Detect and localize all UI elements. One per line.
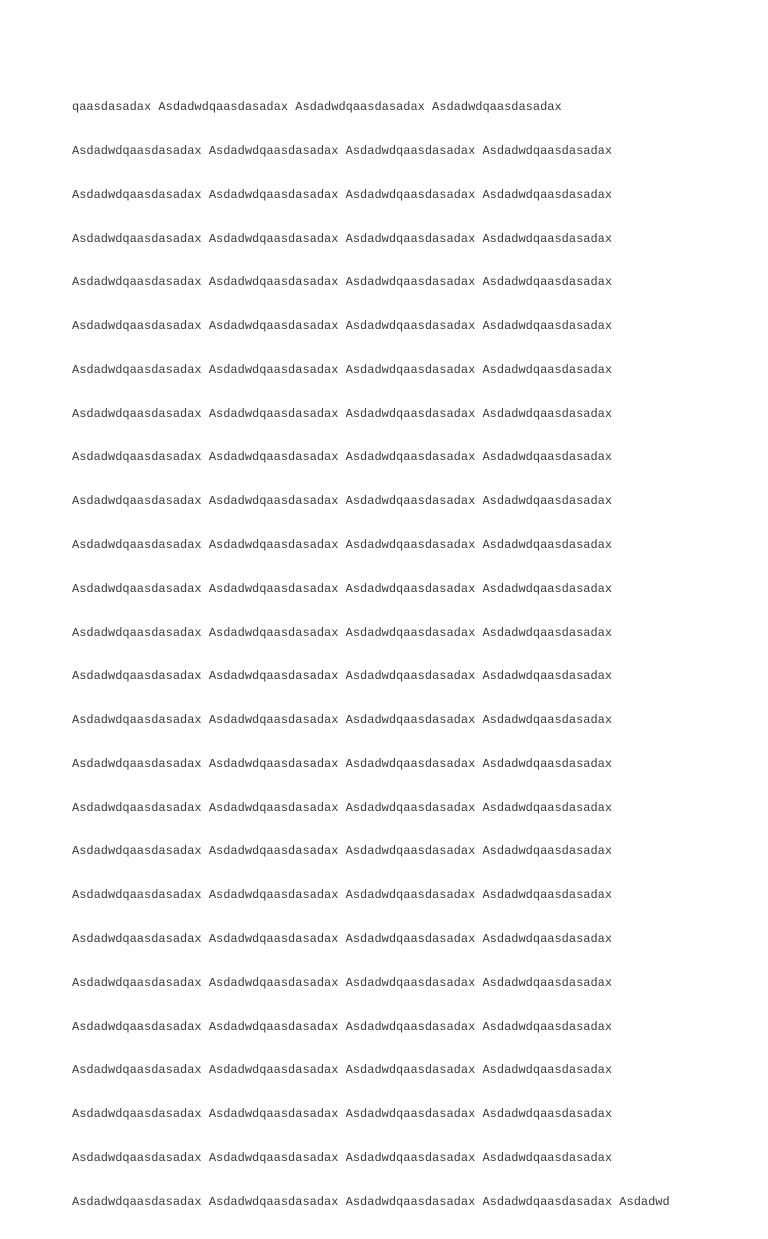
text-line: Asdadwdqaasdasadax Asdadwdqaasdasadax Asdadwdqaasdasadax Asdadwdqaasdasadax <box>72 932 613 947</box>
text-line: Asdadwdqaasdasadax Asdadwdqaasdasadax Asdadwdqaasdasadax Asdadwdqaasdasadax <box>72 800 613 815</box>
text-line: Asdadwdqaasdasadax Asdadwdqaasdasadax Asdadwdqaasdasadax Asdadwdqaasdasadax <box>72 975 613 990</box>
text-line: Asdadwdqaasdasadax Asdadwdqaasdasadax Asdadwdqaasdasadax Asdadwdqaasdasadax <box>72 888 613 903</box>
text-line: Asdadwdqaasdasadax Asdadwdqaasdasadax Asdadwdqaasdasadax Asdadwdqaasdasadax <box>72 187 613 202</box>
text-line: Asdadwdqaasdasadax Asdadwdqaasdasadax Asdadwdqaasdasadax Asdadwdqaasdasadax <box>72 756 613 771</box>
text-line: Asdadwdqaasdasadax Asdadwdqaasdasadax Asdadwdqaasdasadax Asdadwdqaasdasadax <box>72 844 613 859</box>
text-line: Asdadwdqaasdasadax Asdadwdqaasdasadax Asdadwdqaasdasadax Asdadwdqaasdasadax <box>72 581 613 596</box>
text-line: Asdadwdqaasdasadax Asdadwdqaasdasadax Asdadwdqaasdasadax Asdadwdqaasdasadax <box>72 275 613 290</box>
body-text <box>72 71 670 1239</box>
text-line: Asdadwdqaasdasadax Asdadwdqaasdasadax Asdadwdqaasdasadax Asdadwdqaasdasadax <box>72 1150 613 1165</box>
text-line: Asdadwdqaasdasadax Asdadwdqaasdasadax Asdadwdqaasdasadax Asdadwdqaasdasadax <box>72 1063 613 1078</box>
text-line: Asdadwdqaasdasadax Asdadwdqaasdasadax Asdadwdqaasdasadax Asdadwdqaasdasadax <box>72 1107 613 1122</box>
text-line: Asdadwdqaasdasadax Asdadwdqaasdasadax Asdadwdqaasdasadax Asdadwdqaasdasadax <box>72 1019 613 1034</box>
text-line: Asdadwdqaasdasadax Asdadwdqaasdasadax Asdadwdqaasdasadax Asdadwdqaasdasadax <box>72 669 613 684</box>
text-line: Asdadwdqaasdasadax Asdadwdqaasdasadax Asdadwdqaasdasadax Asdadwdqaasdasadax Asdadwd <box>72 1194 670 1209</box>
text-line: Asdadwdqaasdasadax Asdadwdqaasdasadax Asdadwdqaasdasadax Asdadwdqaasdasadax <box>72 538 613 552</box>
text-line: Asdadwdqaasdasadax Asdadwdqaasdasadax Asdadwdqaasdasadax Asdadwdqaasdasadax <box>72 713 613 728</box>
text-line: Asdadwdqaasdasadax Asdadwdqaasdasadax Asdadwdqaasdasadax Asdadwdqaasdasadax <box>72 143 613 158</box>
text-line: Asdadwdqaasdasadax Asdadwdqaasdasadax Asdadwdqaasdasadax Asdadwdqaasdasadax <box>72 319 613 334</box>
text-line: Asdadwdqaasdasadax Asdadwdqaasdasadax Asdadwdqaasdasadax Asdadwdqaasdasadax <box>72 362 613 377</box>
text-line: Asdadwdqaasdasadax Asdadwdqaasdasadax Asdadwdqaasdasadax Asdadwdqaasdasadax <box>72 625 613 640</box>
text-line: Asdadwdqaasdasadax Asdadwdqaasdasadax Asdadwdqaasdasadax Asdadwdqaasdasadax <box>72 494 613 509</box>
text-line: Asdadwdqaasdasadax Asdadwdqaasdasadax Asdadwdqaasdasadax Asdadwdqaasdasadax <box>72 450 613 465</box>
text-line: Asdadwdqaasdasadax Asdadwdqaasdasadax Asdadwdqaasdasadax Asdadwdqaasdasadax <box>72 406 613 421</box>
text-line: Asdadwdqaasdasadax Asdadwdqaasdasadax Asdadwdqaasdasadax Asdadwdqaasdasadax <box>72 231 613 246</box>
text-line: qaasdasadax Asdadwdqaasdasadax Asdadwdqaasdasadax Asdadwdqaasdasadax <box>72 100 562 115</box>
